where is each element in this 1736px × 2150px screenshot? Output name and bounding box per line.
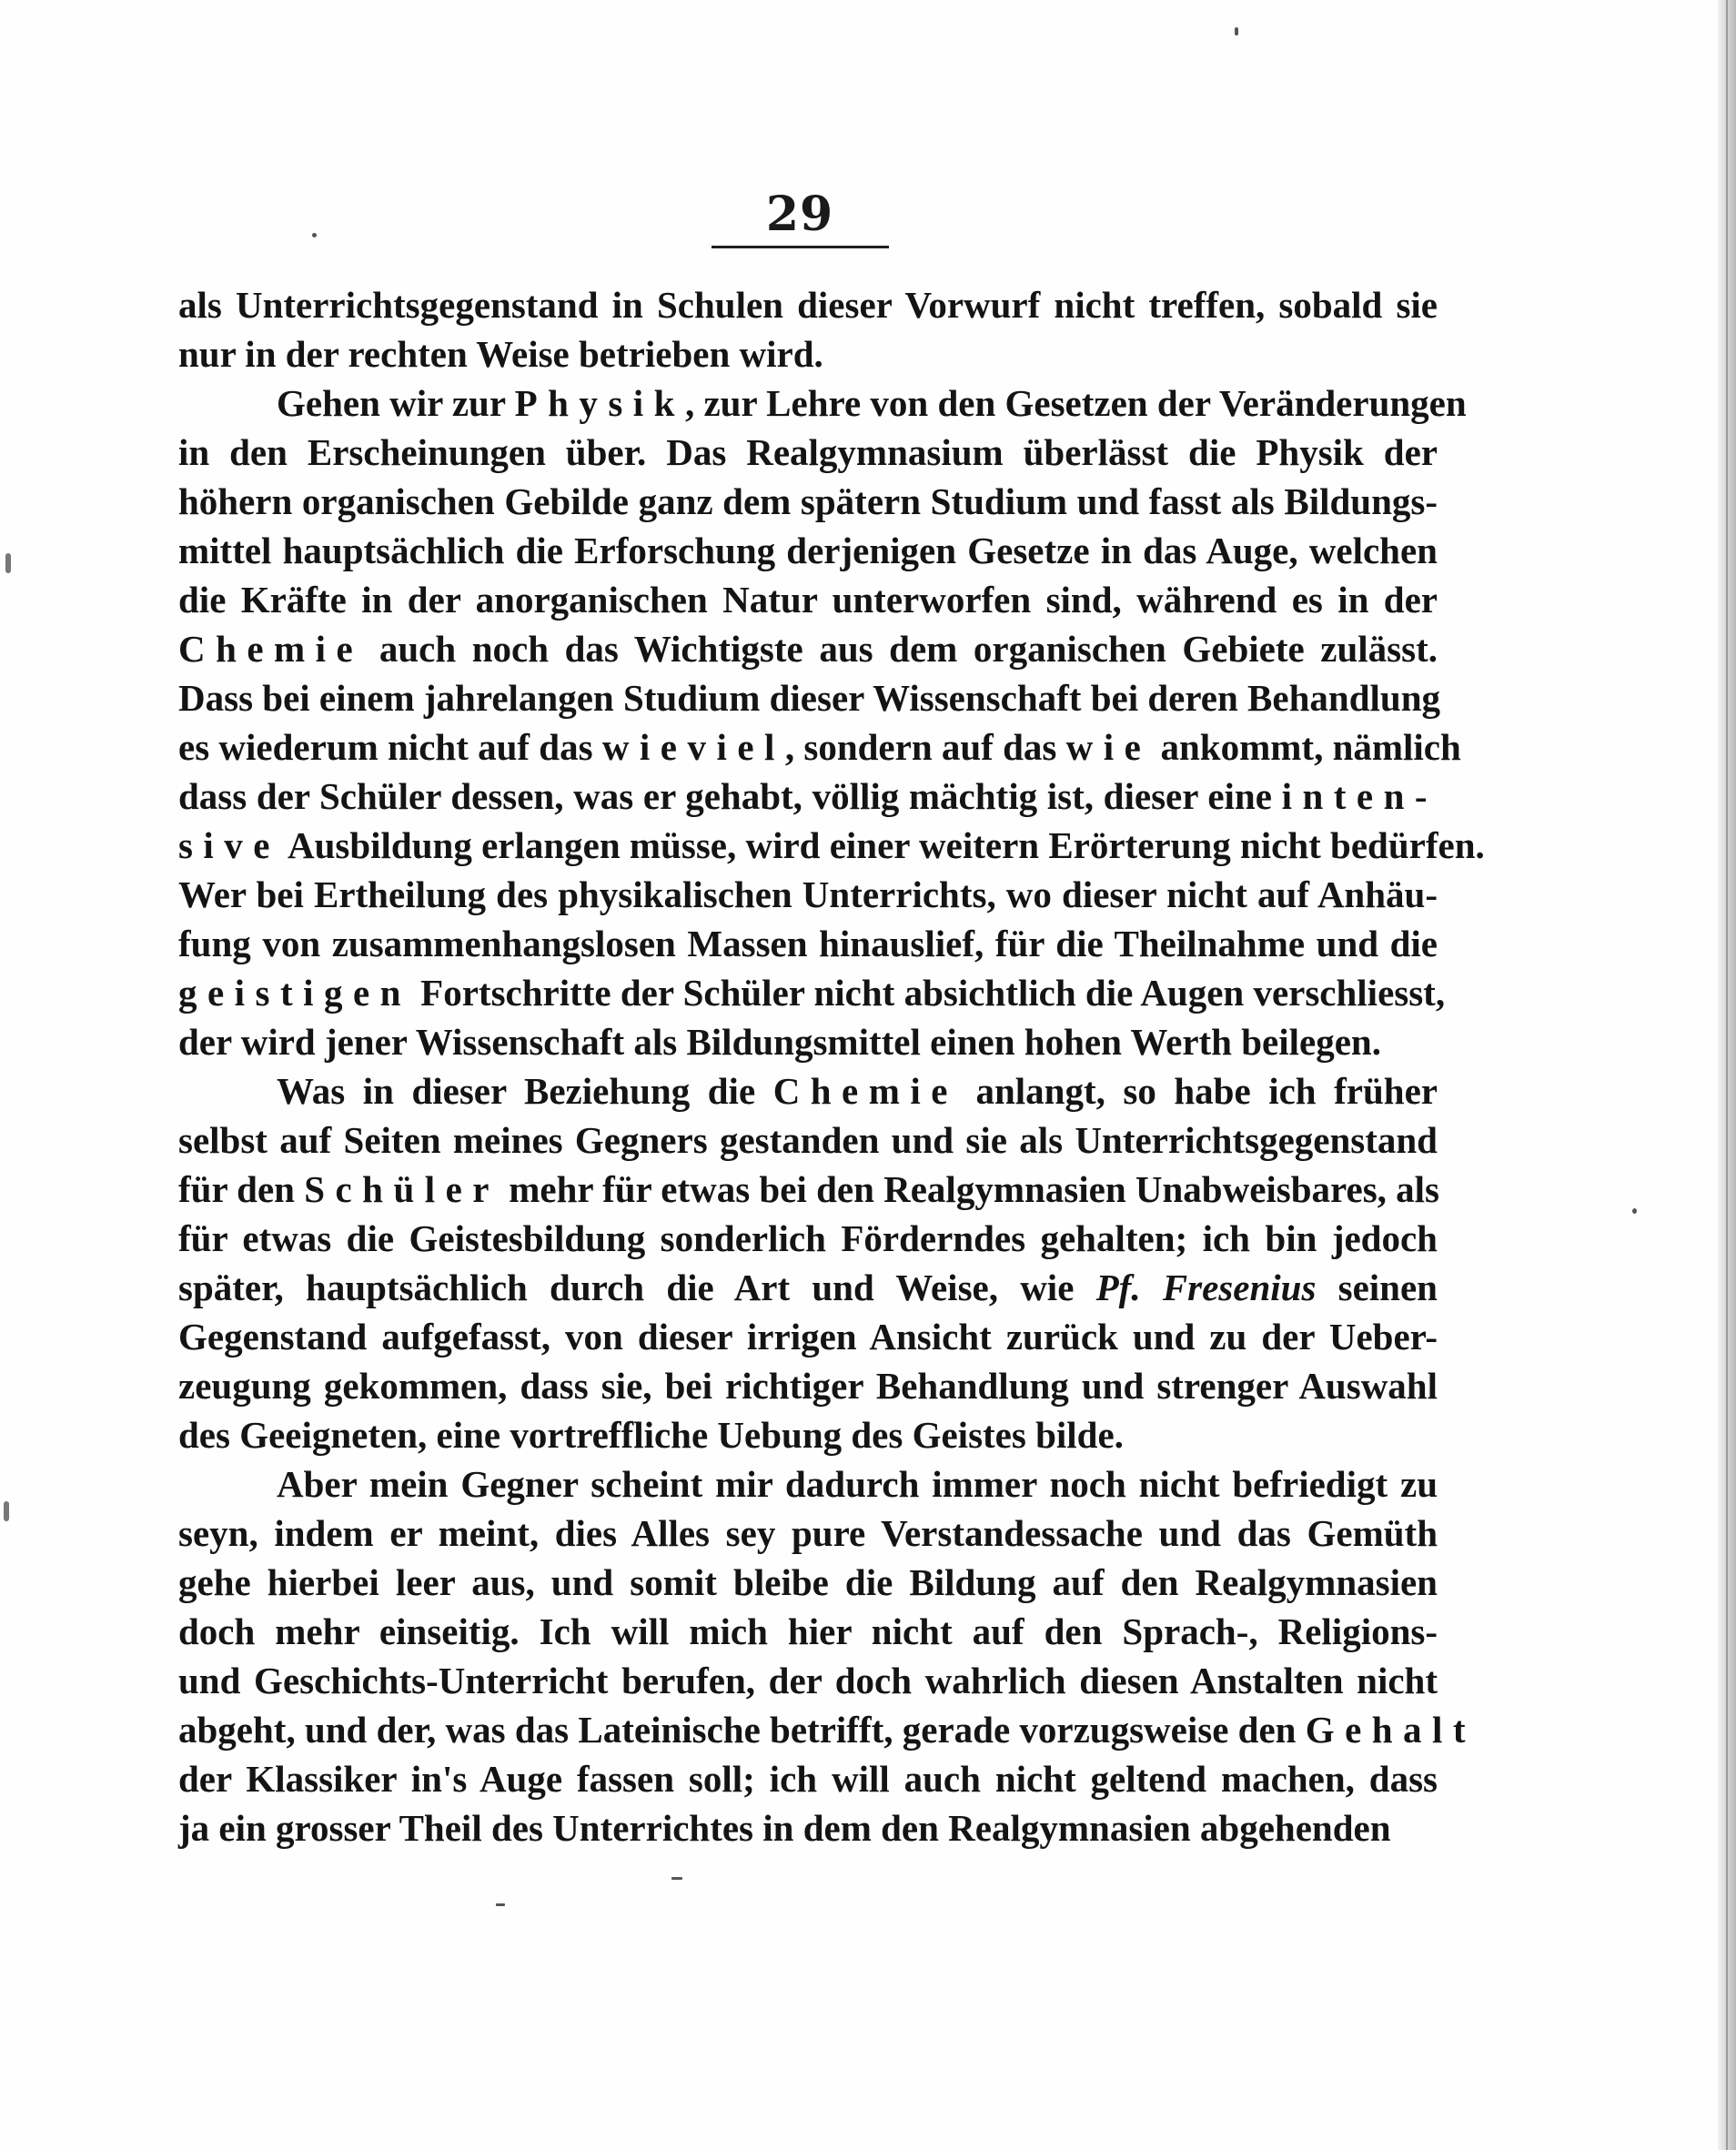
text-run: Was in dieser Beziehung die: [277, 1070, 773, 1112]
text-run: , zur Lehre von den Gesetzen der Veränderungen: [684, 382, 1467, 424]
text-run: , sondern auf das: [784, 726, 1066, 768]
text-line: [178, 1607, 1438, 1656]
text-run: abgeht, und der, was das Lateinische betrifft, gerade vorzugsweise den: [178, 1709, 1306, 1751]
text-line: [178, 1509, 1438, 1558]
text-run: gehe hierbei leer aus, und somit bleibe die Bildung auf den Realgymnasien: [178, 1561, 1438, 1603]
scan-speck: [496, 1903, 505, 1906]
scan-speck: [5, 553, 11, 573]
text-line: [178, 526, 1438, 575]
spaced-emphasis: Physik: [514, 382, 685, 424]
spaced-emphasis: Schüler: [304, 1168, 500, 1210]
text-run: Dass bei einem jahrelangen Studium dieser Wissenschaft bei deren Behandlung: [178, 677, 1440, 719]
text-run: die Kräfte in der anorganischen Natur unterworfen sind, während es in der: [178, 579, 1438, 621]
spaced-emphasis: Gehalt: [1305, 1709, 1477, 1751]
text-line: [178, 1066, 1438, 1115]
text-line: [178, 673, 1438, 722]
text-line: [178, 1410, 1438, 1459]
text-run: des Geeigneten, eine vortreffliche Uebung des Geistes bilde.: [178, 1414, 1124, 1456]
text-line: [178, 968, 1446, 1017]
page-edge-line: [1726, 0, 1728, 2150]
text-run: Wer bei Ertheilung des physikalischen Unterrichts, wo dieser nicht auf Anhäu-: [178, 873, 1438, 915]
spaced-emphasis: Chemie: [772, 1070, 958, 1112]
page-number: 29: [765, 187, 834, 242]
text-line: [178, 428, 1438, 477]
text-line: [178, 280, 1438, 329]
text-line: [178, 477, 1438, 526]
text-run: in den Erscheinungen über. Das Realgymnasium überlässt die Physik der: [178, 431, 1438, 473]
text-run: selbst auf Seiten meines Gegners gestanden und sie als Unterrichtsgegenstand: [178, 1119, 1438, 1161]
body-text: [178, 280, 1485, 1852]
text-run: anlangt, so habe ich früher: [957, 1070, 1438, 1112]
text-line: [178, 624, 1438, 673]
text-run: ja ein grosser Theil des Unterrichtes in dem den Realgymnasien abgehenden: [178, 1807, 1391, 1849]
text-run: Gegenstand aufgefasst, von dieser irrigen Ansicht zurück und zu der Ueber-: [178, 1316, 1438, 1358]
scan-speck: [1235, 27, 1238, 35]
text-run: mehr für etwas bei den Realgymnasien Unabweisbares, als: [499, 1168, 1439, 1210]
text-run: zeugung gekommen, dass sie, bei richtiger Behandlung und strenger Auswahl: [178, 1365, 1438, 1407]
text-line: [178, 722, 1461, 772]
text-line: [178, 1803, 1438, 1852]
text-run: es wiederum nicht auf das: [178, 726, 602, 768]
text-run: Gehen wir zur: [277, 382, 515, 424]
spaced-emphasis: sive: [178, 824, 280, 866]
spaced-emphasis: wieviel: [601, 726, 785, 768]
scan-speck: [4, 1501, 9, 1521]
text-run: und Geschichts-Unterricht berufen, der doch wahrlich diesen Anstalten nicht: [178, 1660, 1438, 1701]
text-line: [178, 1459, 1438, 1509]
text-run: Aber mein Gegner scheint mir dadurch immer noch nicht befriedigt zu: [277, 1463, 1438, 1505]
scan-speck: [1632, 1208, 1637, 1214]
text-line: [178, 1165, 1438, 1214]
spaced-emphasis: inten-: [1281, 775, 1438, 817]
text-run: Ausbildung erlangen müsse, wird einer weitern Erörterung nicht bedürfen.: [279, 824, 1485, 866]
text-line: [178, 1361, 1438, 1410]
spaced-emphasis: wie: [1065, 726, 1152, 768]
text-run: für etwas die Geistesbildung sonderlich Förderndes gehalten; ich bin jedoch: [178, 1217, 1438, 1259]
text-line: [178, 1017, 1438, 1066]
scan-speck: [671, 1877, 682, 1880]
text-line: [178, 575, 1438, 624]
text-run: auch noch das Wichtigste aus dem organischen Gebiete zulässt.: [363, 628, 1438, 670]
scan-speck: [312, 233, 317, 237]
text-line: [178, 1705, 1477, 1754]
text-run: fung von zusammenhangslosen Massen hinauslief, für die Theilnahme und die: [178, 923, 1438, 964]
spaced-emphasis: geistigen: [178, 972, 411, 1014]
text-run: später, hauptsächlich durch die Art und Weise, wie: [178, 1267, 1096, 1308]
spaced-emphasis: Chemie: [178, 628, 364, 670]
text-run: dass der Schüler dessen, was er gehabt, völlig mächtig ist, dieser eine: [178, 775, 1282, 817]
text-run: höhern organischen Gebilde ganz dem spätern Studium und fasst als Bildungs-: [178, 480, 1438, 522]
text-line: [178, 821, 1485, 870]
text-line: [178, 1558, 1438, 1607]
text-line: [178, 1115, 1438, 1165]
page-number-rule: [712, 246, 889, 248]
text-run: seyn, indem er meint, dies Alles sey pure Verstandessache und das Gemüth: [178, 1512, 1438, 1554]
text-line: [178, 329, 1438, 379]
text-run: der Klassiker in's Auge fassen soll; ich will auch nicht geltend machen, dass: [178, 1758, 1438, 1800]
text-run: für den: [178, 1168, 305, 1210]
text-line: [178, 379, 1467, 428]
text-run: nur in der rechten Weise betrieben wird.: [178, 333, 823, 375]
text-run: als Unterrichtsgegenstand in Schulen dieser Vorwurf nicht treffen, sobald sie: [178, 284, 1438, 326]
text-line: [178, 1263, 1438, 1312]
text-line: [178, 772, 1438, 821]
text-line: [178, 1312, 1438, 1361]
text-run: ankommt, nämlich: [1151, 726, 1461, 768]
text-line: [178, 1754, 1438, 1803]
text-line: [178, 919, 1438, 968]
text-line: [178, 1214, 1438, 1263]
italic-name: Pf. Fresenius: [1095, 1267, 1317, 1308]
text-run: Fortschritte der Schüler nicht absichtlich die Augen verschliesst,: [410, 972, 1446, 1014]
text-run: doch mehr einseitig. Ich will mich hier nicht auf den Sprach-, Religions-: [178, 1610, 1438, 1652]
text-run: mittel hauptsächlich die Erforschung derjenigen Gesetze in das Auge, welchen: [178, 530, 1438, 571]
text-run: seinen: [1316, 1267, 1438, 1308]
text-run: der wird jener Wissenschaft als Bildungsmittel einen hohen Werth beilegen.: [178, 1021, 1381, 1063]
text-line: [178, 870, 1438, 919]
text-line: [178, 1656, 1438, 1705]
